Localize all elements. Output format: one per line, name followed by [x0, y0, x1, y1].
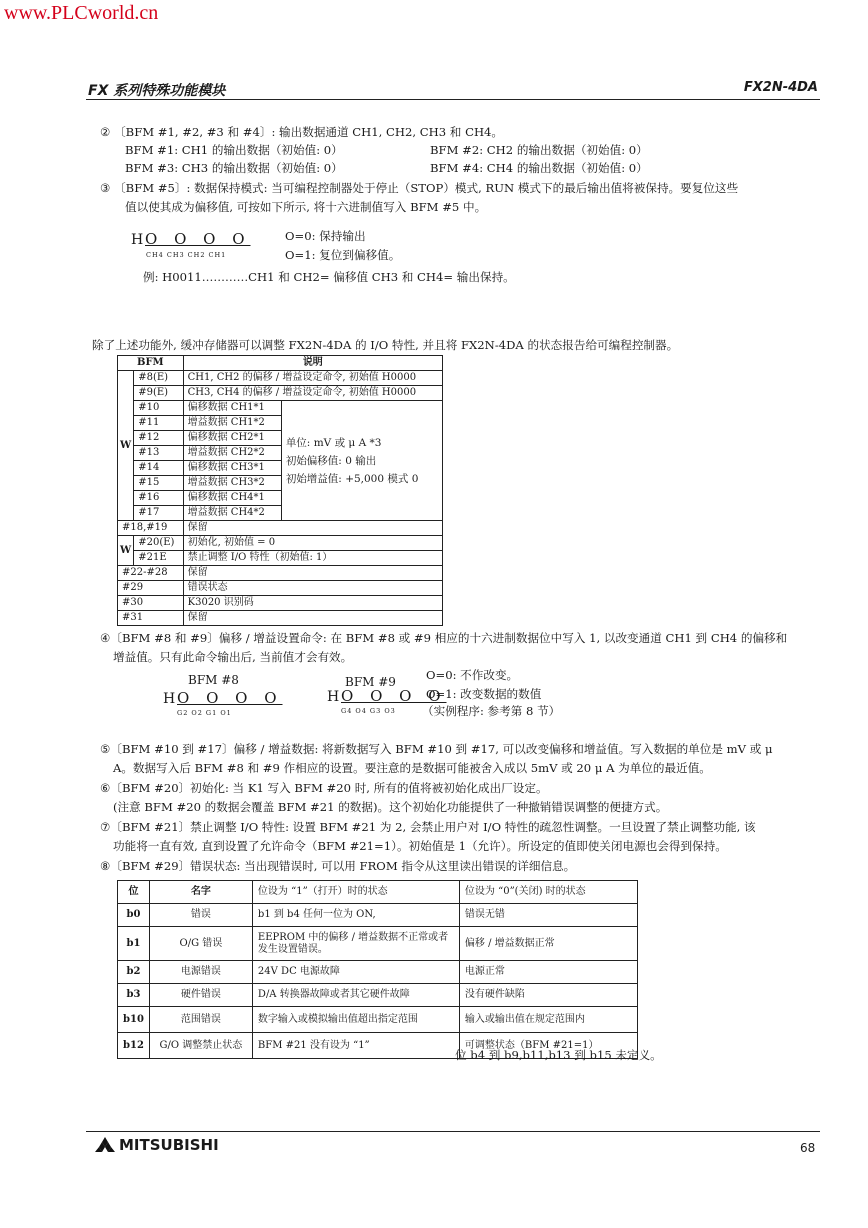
bfm-addr: #15 — [134, 476, 183, 491]
bfm-addr: #8(E) — [134, 371, 183, 386]
bfm-desc: 保留 — [183, 566, 442, 581]
bfm-desc: K3020 识别码 — [183, 596, 442, 611]
bits-8: G2 O2 G1 O1 — [177, 709, 232, 717]
error-status-table — [117, 880, 638, 1059]
sec6-line2: (注意 BFM #20 的数据会覆盖 BFM #21 的数据)。这个初始化功能提供了一种撤销错误调整的便捷方式。 — [113, 800, 668, 814]
bfm-addr: #13 — [134, 446, 183, 461]
col-off: 位设为 “0”(关闭) 时的状态 — [459, 881, 637, 904]
example: 例: H0011…………CH1 和 CH2= 偏移值 CH3 和 CH4= 输出保持。 — [143, 270, 515, 284]
desc-header: 说明 — [183, 356, 442, 371]
bfm-addr: #17 — [134, 506, 183, 521]
hex-digits: O O O O — [145, 230, 251, 248]
bfm-desc: 偏移数据 CH1*1 — [183, 401, 281, 416]
bfm8-label: BFM #8 — [188, 673, 239, 687]
write-flag: W — [118, 371, 134, 521]
header-rule — [86, 99, 820, 100]
table-row: b1 O/G 错误 EEPROM 中的偏移 / 增益数据不正常或者发生设置错误。 偏移 / 增益数据正常 — [118, 927, 638, 961]
bfm-desc: 初始化, 初始值 = 0 — [183, 536, 442, 551]
bfm-desc: 增益数据 CH4*2 — [183, 506, 281, 521]
table-row: b2 电源错误 24V DC 电源故障 电源正常 — [118, 961, 638, 984]
write-flag: W — [118, 536, 134, 566]
hex-prefix-8: H — [163, 691, 176, 707]
bfm-desc: 保留 — [183, 521, 442, 536]
bfm-desc: CH1, CH2 的偏移 / 增益设定命令, 初始值 H0000 — [183, 371, 442, 386]
bfm-addr: #20(E) — [134, 536, 183, 551]
table-row: b0 错误 b1 到 b4 任何一位为 ON, 错误无错 — [118, 904, 638, 927]
hex-prefix: H — [131, 232, 144, 248]
bfm-desc: 偏移数据 CH4*1 — [183, 491, 281, 506]
bfm-addr: #29 — [118, 581, 184, 596]
bfm-desc: 保留 — [183, 611, 442, 626]
bfm-header: BFM — [118, 356, 184, 371]
col-name: 名字 — [149, 881, 252, 904]
page-number: 68 — [800, 1141, 816, 1155]
sec3-line2: 值以使其成为偏移值, 可按如下所示, 将十六进制值写入 BFM #5 中。 — [125, 200, 487, 214]
sec2-bfm4: BFM #4: CH4 的输出数据（初始值: 0） — [430, 161, 648, 175]
header-title: FX 系列特殊功能模块 — [88, 83, 226, 99]
sec6-line1: ⑥〔BFM #20〕初始化: 当 K1 写入 BFM #20 时, 所有的值将被初始化成出厂设定。 — [100, 781, 548, 795]
option-1: O=1: 复位到偏移值。 — [285, 248, 401, 262]
sec7-line2: 功能将一直有效, 直到设置了允许命令（BFM #21=1）。初始值是 1（允许）。所设定的值即使关闭电源也会得到保持。 — [113, 839, 727, 853]
bfm-addr: #10 — [134, 401, 183, 416]
bfm-desc: 禁止调整 I/O 特性（初始值: 1） — [183, 551, 442, 566]
bfm-desc: 偏移数据 CH2*1 — [183, 431, 281, 446]
col-bit: 位 — [118, 881, 150, 904]
bfm-addr: #14 — [134, 461, 183, 476]
bfm-desc: CH3, CH4 的偏移 / 增益设定命令, 初始值 H0000 — [183, 386, 442, 401]
hex-digits-8: O O O O — [177, 689, 283, 707]
hex-prefix-9: H — [327, 689, 340, 705]
bfm-addr: #18,#19 — [118, 521, 184, 536]
bfm-addr: #21E — [134, 551, 183, 566]
bfm-desc: 偏移数据 CH3*1 — [183, 461, 281, 476]
mitsubishi-logo: MITSUBISHI — [95, 1136, 219, 1157]
watermark: www.PLCworld.cn — [4, 2, 159, 24]
bfm-addr: #22-#28 — [118, 566, 184, 581]
bfm9-label: BFM #9 — [345, 675, 396, 689]
sec8-line1: ⑧〔BFM #29〕错误状态: 当出现错误时, 可以用 FROM 指令从这里读出错误的详细信息。 — [100, 859, 576, 873]
header-model: FX2N-4DA — [743, 80, 818, 95]
bfm-addr: #30 — [118, 596, 184, 611]
hex-digits-9: O O O O — [341, 687, 447, 705]
sec5-line2: A。数据写入后 BFM #8 和 #9 作相应的设置。要注意的是数据可能被舍入成以 5mV 或 20 μ A 为单位的最近值。 — [113, 761, 711, 775]
table-row: b3 硬件错误 D/A 转换器故障或者其它硬件故障 没有硬件缺陷 — [118, 984, 638, 1007]
cmd-option-0: O=0: 不作改变。 — [426, 668, 519, 682]
table-row: b12 G/O 调整禁止状态 BFM #21 没有设为 “1” 可调整状态（BFM #21=1） — [118, 1033, 638, 1059]
option-0: O=0: 保持输出 — [285, 229, 366, 243]
table-row: b10 范围错误 数字输入或模拟输出值超出指定范围 输入或输出值在规定范围内 — [118, 1007, 638, 1033]
sec2-bfm3: BFM #3: CH3 的输出数据（初始值: 0） — [125, 161, 343, 175]
bfm-addr: #16 — [134, 491, 183, 506]
bfm-desc: 错误状态 — [183, 581, 442, 596]
sec2-bfm1: BFM #1: CH1 的输出数据（初始值: 0） — [125, 143, 343, 157]
channel-labels: CH4 CH3 CH2 CH1 — [146, 251, 227, 259]
sec2-line1: ② 〔BFM #1, #2, #3 和 #4〕: 输出数据通道 CH1, CH2, CH3 和 CH4。 — [100, 125, 504, 139]
bfm-desc: 增益数据 CH1*2 — [183, 416, 281, 431]
bfm-addr: #11 — [134, 416, 183, 431]
sec2-bfm2: BFM #2: CH2 的输出数据（初始值: 0） — [430, 143, 648, 157]
example-ref: （实例程序: 参考第 8 节） — [422, 704, 561, 718]
diamonds-icon — [95, 1137, 115, 1157]
footer-rule — [86, 1131, 820, 1132]
sec4-line1: ④〔BFM #8 和 #9〕偏移 / 增益设置命令: 在 BFM #8 或 #9 相应的十六进制数据位中写入 1, 以改变通道 CH1 到 CH4 的偏移和 — [100, 631, 788, 645]
sec5-line1: ⑤〔BFM #10 到 #17〕偏移 / 增益数据: 将新数据写入 BFM #10 到 #17, 可以改变偏移和增益值。写入数据的单位是 mV 或 μ — [100, 742, 773, 756]
bfm-addr: #9(E) — [134, 386, 183, 401]
bfm-addr: #31 — [118, 611, 184, 626]
sec7-line1: ⑦〔BFM #21〕禁止调整 I/O 特性: 设置 BFM #21 为 2, 会禁止用户对 I/O 特性的疏忽性调整。一旦设置了禁止调整功能, 该 — [100, 820, 756, 834]
cmd-option-1: O=1: 改变数据的数值 — [426, 687, 542, 701]
undefined-bits-note: 位 b4 到 b9,b11,b13 到 b15 未定义。 — [455, 1048, 662, 1062]
intro-text: 除了上述功能外, 缓冲存储器可以调整 FX2N-4DA 的 I/O 特性, 并且将 FX2N-4DA 的状态报告给可编程控制器。 — [92, 338, 679, 352]
col-on: 位设为 “1”（打开）时的状态 — [252, 881, 459, 904]
bfm-table — [117, 355, 443, 626]
bfm-desc: 增益数据 CH2*2 — [183, 446, 281, 461]
bits-9: G4 O4 G3 O3 — [341, 707, 396, 715]
bfm-desc: 增益数据 CH3*2 — [183, 476, 281, 491]
sec4-line2: 增益值。只有此命令输出后, 当前值才会有效。 — [113, 650, 353, 664]
sec3-line1: ③ 〔BFM #5〕: 数据保持模式: 当可编程控制器处于停止（STOP）模式, RUN 模式下的最后输出值将被保持。要复位这些 — [100, 181, 739, 195]
unit-note: 单位: mV 或 μ A *3 初始偏移值: 0 输出 初始增益值: +5,000 模式 0 — [281, 401, 442, 521]
bfm-addr: #12 — [134, 431, 183, 446]
